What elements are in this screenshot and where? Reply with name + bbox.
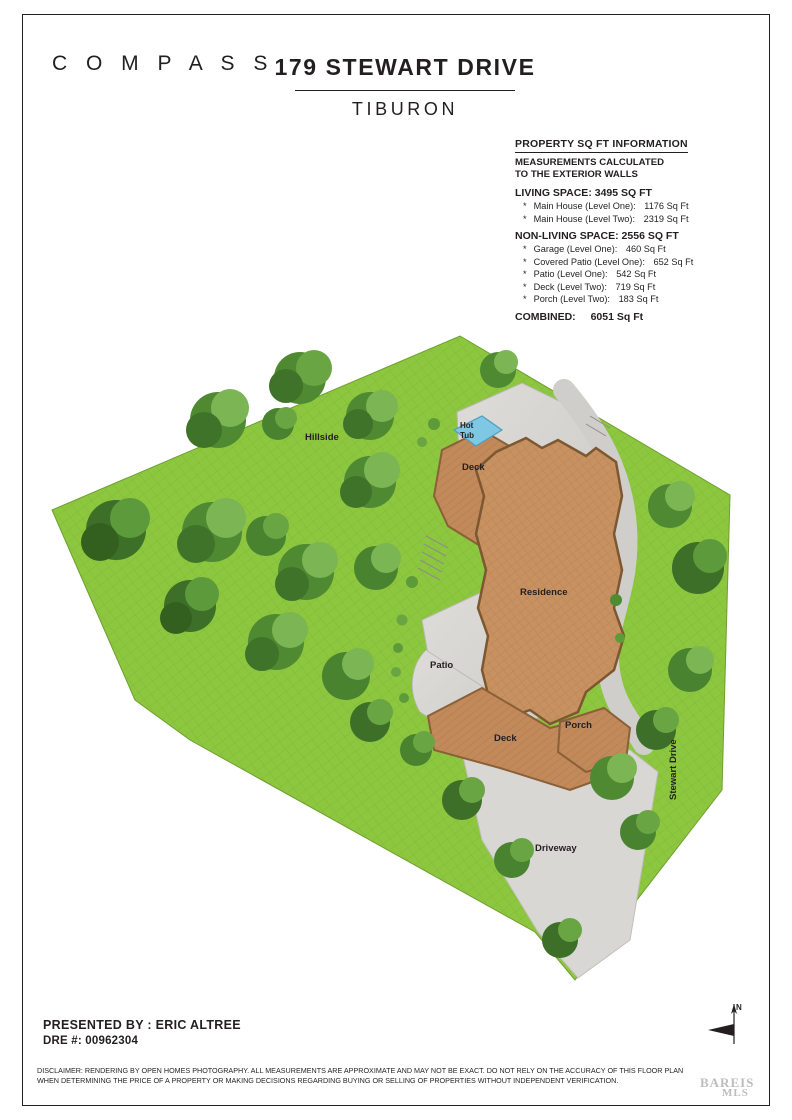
combined-label: COMBINED: (515, 311, 576, 324)
nonliving-row-label: Patio (Level One): (533, 269, 608, 280)
bullet-icon: * (523, 256, 527, 267)
label-residence: Residence (520, 587, 568, 598)
combined-value: 6051 Sq Ft (590, 311, 644, 324)
info-note-line1: MEASUREMENTS CALCULATED (515, 157, 665, 168)
label-stewart-drive: Stewart Drive (668, 739, 679, 800)
presented-by: PRESENTED BY : ERIC ALTREE (43, 1018, 241, 1032)
nonliving-row-value: 460 Sq Ft (625, 244, 666, 255)
living-row-label: Main House (Level One): (533, 201, 636, 212)
property-sqft-info (515, 134, 755, 323)
info-note-line2: TO THE EXTERIOR WALLS (515, 168, 638, 180)
site-plan (30, 320, 762, 990)
nonliving-row-label: Garage (Level One): (533, 244, 618, 255)
living-row-label: Main House (Level Two): (533, 213, 636, 224)
nonliving-space-heading: NON-LIVING SPACE: 2556 SQ FT (515, 229, 679, 242)
dre-number: DRE #: 00962304 (43, 1035, 139, 1047)
living-row (523, 201, 755, 211)
watermark-line2: MLS (722, 1087, 749, 1099)
label-hot-tub-line1: Hot (460, 421, 474, 430)
nonliving-row (523, 294, 755, 304)
title-divider (295, 90, 515, 91)
label-hillside: Hillside (305, 432, 339, 443)
info-panel-title: PROPERTY SQ FT INFORMATION (515, 138, 688, 153)
label-driveway: Driveway (535, 843, 577, 854)
page-subtitle: TIBURON (351, 99, 459, 119)
site-plan-svg (30, 320, 762, 990)
label-deck-lower: Deck (494, 733, 517, 744)
bullet-icon: * (523, 281, 527, 292)
disclaimer-line2: WHEN DETERMINING THE PRICE OF A PROPERTY OR MAKING DECISIONS REGARDING BUYING OR SELLING OF PROPERTIES WITHOUT INDEPENDENT VERIFICATION. (37, 1076, 619, 1086)
label-deck-upper: Deck (462, 462, 485, 473)
nonliving-row-label: Deck (Level Two): (533, 281, 607, 292)
label-hot-tub-line2: Tub (460, 431, 475, 440)
svg-text:N: N (736, 1003, 742, 1012)
page-title: 179 STEWART DRIVE (274, 54, 536, 80)
bareis-mls-watermark (700, 1075, 766, 1101)
title-block (240, 54, 570, 120)
compass-logo: C O M P A S S (52, 52, 274, 75)
nonliving-row (523, 257, 755, 267)
disclaimer (37, 1066, 697, 1087)
north-arrow-icon (702, 1000, 748, 1046)
footer (43, 1018, 743, 1047)
nonliving-row-value: 542 Sq Ft (616, 269, 657, 280)
nonliving-row (523, 282, 755, 292)
bullet-icon: * (523, 244, 527, 255)
living-space-heading: LIVING SPACE: 3495 SQ FT (515, 186, 652, 199)
living-row-value: 2319 Sq Ft (643, 213, 689, 224)
living-row-value: 1176 Sq Ft (644, 201, 689, 212)
nonliving-row (523, 244, 755, 254)
nonliving-row (523, 269, 755, 279)
watermark-line1: BAREIS (700, 1075, 755, 1090)
bullet-icon: * (523, 269, 527, 280)
nonliving-row-value: 719 Sq Ft (615, 281, 656, 292)
living-row (523, 214, 755, 224)
bullet-icon: * (523, 294, 527, 305)
nonliving-row-value: 183 Sq Ft (618, 294, 659, 305)
label-porch: Porch (565, 720, 592, 731)
nonliving-row-value: 652 Sq Ft (653, 256, 694, 267)
nonliving-row-label: Covered Patio (Level One): (533, 256, 645, 267)
label-patio: Patio (430, 660, 454, 671)
bullet-icon: * (523, 213, 527, 224)
bullet-icon: * (523, 201, 527, 212)
disclaimer-line1: DISCLAIMER: RENDERING BY OPEN HOMES PHOTOGRAPHY. ALL MEASUREMENTS ARE APPROXIMATE AND MAY NOT BE EXACT. DO NOT RELY ON THE ACCURACY OF THIS FLOOR PLAN (37, 1066, 684, 1075)
nonliving-row-label: Porch (Level Two): (533, 294, 610, 305)
